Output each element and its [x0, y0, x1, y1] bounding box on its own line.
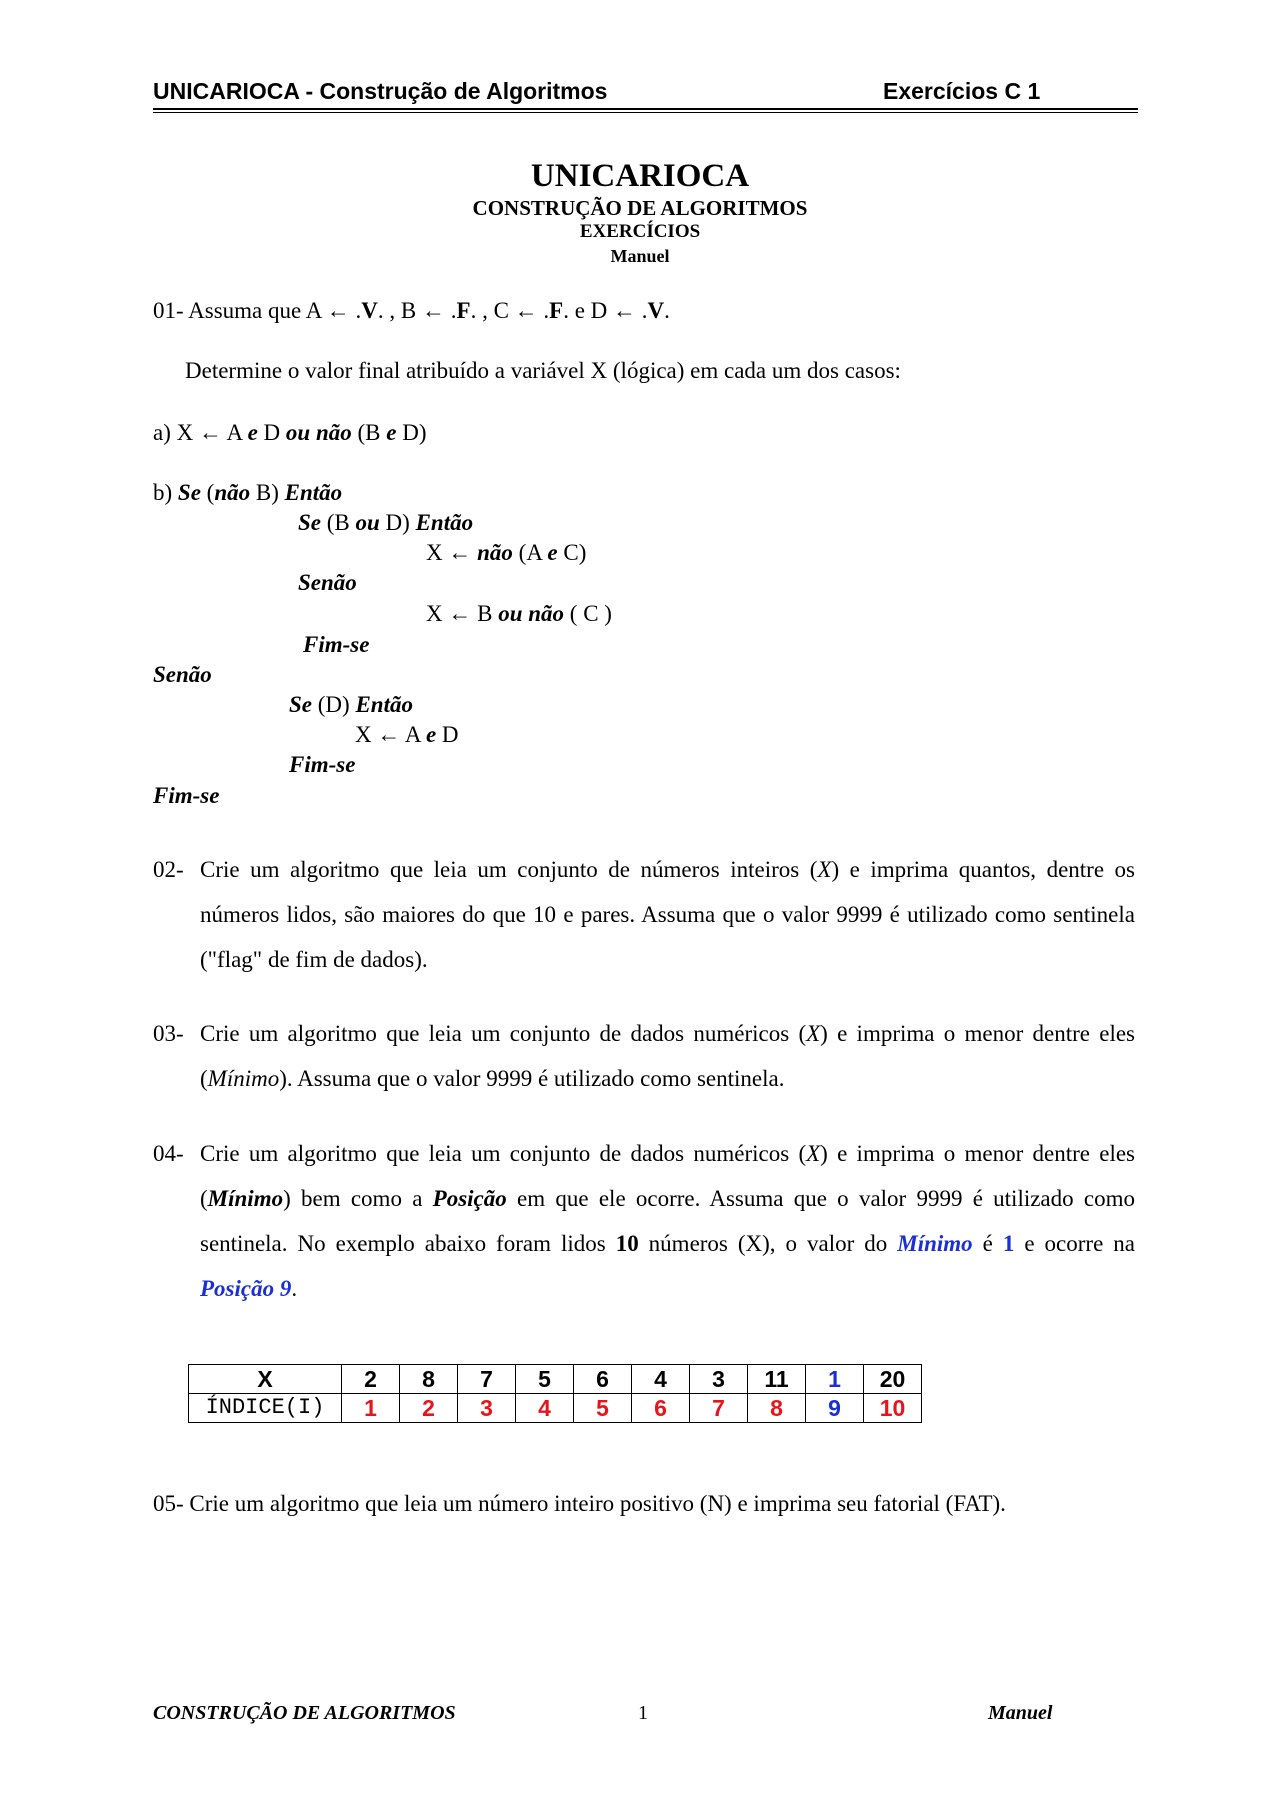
code-line: Fim-se	[303, 632, 370, 657]
header-right: Exercícios C 1	[883, 78, 1041, 104]
code-line: Fim-se	[289, 752, 356, 777]
code-line: X ← B ou não ( C )	[426, 601, 612, 626]
question-4-number: 04-	[153, 1141, 184, 1166]
question-1-intro: 01- Assuma que A ← .V. , B ← .F. , C ← .F. e D ← .V.	[153, 298, 670, 323]
index-value: 4	[516, 1394, 574, 1423]
x-value: 7	[458, 1365, 516, 1394]
document-author: Manuel	[610, 246, 670, 266]
question-3-text: Crie um algoritmo que leia um conjunto de dados numéricos (X) e imprima o menor dentre eles (Mínimo). Assuma que o valor 9999 é utilizado como sentinela.	[200, 1021, 1135, 1091]
index-value: 3	[458, 1394, 516, 1423]
header-rule-thin	[153, 112, 1138, 113]
x-value: 20	[864, 1365, 922, 1394]
question-1-instruction: Determine o valor final atribuído a variável X (lógica) em cada um dos casos:	[185, 358, 901, 383]
row-label-index: ÍNDICE(I)	[189, 1394, 342, 1423]
code-line: Se (D) Então	[289, 692, 413, 717]
index-value: 1	[342, 1394, 400, 1423]
index-value: 2	[400, 1394, 458, 1423]
index-value: 10	[864, 1394, 922, 1423]
question-1a: a) X ← A e D ou não (B e D)	[153, 420, 427, 445]
document-title: UNICARIOCA	[530, 158, 750, 194]
question-2-text: Crie um algoritmo que leia um conjunto de números inteiros (X) e imprima quantos, dentre os números lidos, são maiores do que 10 e pares. Assuma que o valor 9999 é utilizado como sentinela ("flag" de fim de dados).	[200, 857, 1135, 972]
page-number: 1	[638, 1702, 648, 1724]
code-line: Fim-se	[153, 783, 220, 808]
index-value-minimum: 9	[806, 1394, 864, 1423]
question-4-text: Crie um algoritmo que leia um conjunto de dados numéricos (X) e imprima o menor dentre eles (Mínimo) bem como a Posição em que ele ocorre. Assuma que o valor 9999 é utilizado como sentinela. No exemplo abaixo foram lidos 10 números (X), o valor do Mínimo é 1 e ocorre na Posição 9.	[200, 1141, 1135, 1301]
question-2-number: 02-	[153, 857, 184, 882]
code-line: X ← não (A e C)	[426, 540, 587, 565]
question-3-number: 03-	[153, 1021, 184, 1046]
code-line: Se (B ou D) Então	[298, 510, 474, 535]
header-rule	[153, 108, 1138, 110]
example-table	[188, 1364, 922, 1423]
x-value: 2	[342, 1365, 400, 1394]
x-value: 8	[400, 1365, 458, 1394]
x-value-minimum: 1	[806, 1365, 864, 1394]
table-row	[189, 1365, 922, 1394]
code-line: b) Se (não B) Então	[153, 480, 343, 505]
footer-left: CONSTRUÇÃO DE ALGORITMOS	[153, 1702, 456, 1724]
x-value: 4	[632, 1365, 690, 1394]
code-line: X ← A e D	[355, 722, 459, 747]
row-label-x: X	[189, 1365, 342, 1394]
document-subtitle: CONSTRUÇÃO DE ALGORITMOS	[472, 196, 808, 220]
x-value: 3	[690, 1365, 748, 1394]
table-row	[189, 1394, 922, 1423]
header-left: UNICARIOCA - Construção de Algoritmos	[153, 78, 608, 104]
code-line: Senão	[153, 662, 212, 687]
index-value: 5	[574, 1394, 632, 1423]
x-value: 5	[516, 1365, 574, 1394]
document-type: EXERCÍCIOS	[579, 221, 701, 242]
x-value: 11	[748, 1365, 806, 1394]
index-value: 6	[632, 1394, 690, 1423]
index-value: 8	[748, 1394, 806, 1423]
code-line: Senão	[298, 570, 357, 595]
footer-right: Manuel	[988, 1702, 1053, 1724]
x-value: 6	[574, 1365, 632, 1394]
question-5-text: 05- Crie um algoritmo que leia um número inteiro positivo (N) e imprima seu fatorial (FAT).	[153, 1491, 1006, 1516]
index-value: 7	[690, 1394, 748, 1423]
